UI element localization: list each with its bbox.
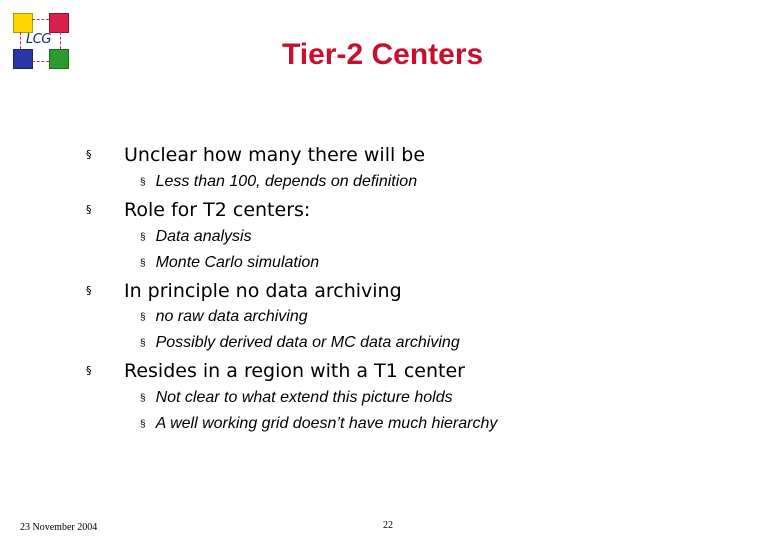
bullet-marker: §	[86, 364, 92, 377]
slide-title: Tier-2 Centers	[282, 38, 484, 71]
sub-bullet-marker: §	[140, 258, 146, 269]
sub-bullet-marker: §	[140, 419, 146, 430]
logo-yellow-square	[13, 13, 33, 33]
sub-bullet-item	[140, 173, 417, 191]
logo-green-square	[49, 49, 69, 69]
sub-bullet-text: Monte Carlo simulation	[155, 254, 320, 271]
sub-bullet-marker: §	[140, 232, 146, 243]
logo-red-square	[49, 13, 69, 33]
sub-bullet-marker: §	[140, 393, 146, 404]
sub-bullet-marker: §	[140, 312, 146, 323]
logo-line	[60, 32, 61, 49]
sub-bullet-item	[140, 415, 497, 433]
logo-line	[32, 19, 49, 20]
sub-bullet-text: A well working grid doesn’t have much hierarchy	[155, 415, 498, 432]
bullet-marker: §	[86, 203, 92, 216]
sub-bullet-item	[140, 308, 308, 326]
lcg-logo	[12, 12, 72, 72]
bullet-text: In principle no data archiving	[124, 280, 402, 302]
sub-bullet-text: Possibly derived data or MC data archiving	[155, 334, 460, 351]
sub-bullet-marker: §	[140, 177, 146, 188]
sub-bullet-item	[140, 228, 252, 246]
sub-bullet-item	[140, 254, 319, 272]
sub-bullet-text: Less than 100, depends on definition	[155, 173, 418, 190]
bullet-text: Role for T2 centers:	[124, 199, 311, 221]
sub-bullet-text: Not clear to what extend this picture holds	[155, 389, 453, 406]
logo-line	[20, 32, 21, 49]
logo-line	[32, 61, 49, 62]
sub-bullet-item	[140, 334, 460, 352]
sub-bullet-marker: §	[140, 338, 146, 349]
bullet-text: Resides in a region with a T1 center	[124, 360, 465, 382]
sub-bullet-item	[140, 389, 453, 407]
sub-bullet-text: Data analysis	[155, 228, 252, 245]
logo-blue-square	[13, 49, 33, 69]
page-number: 22	[383, 520, 393, 531]
bullet-marker: §	[86, 284, 92, 297]
footer-date: 23 November 2004	[20, 522, 98, 533]
logo-text: LCG	[26, 32, 51, 47]
sub-bullet-text: no raw data archiving	[155, 308, 308, 325]
bullet-text: Unclear how many there will be	[124, 144, 426, 166]
bullet-marker: §	[86, 148, 92, 161]
